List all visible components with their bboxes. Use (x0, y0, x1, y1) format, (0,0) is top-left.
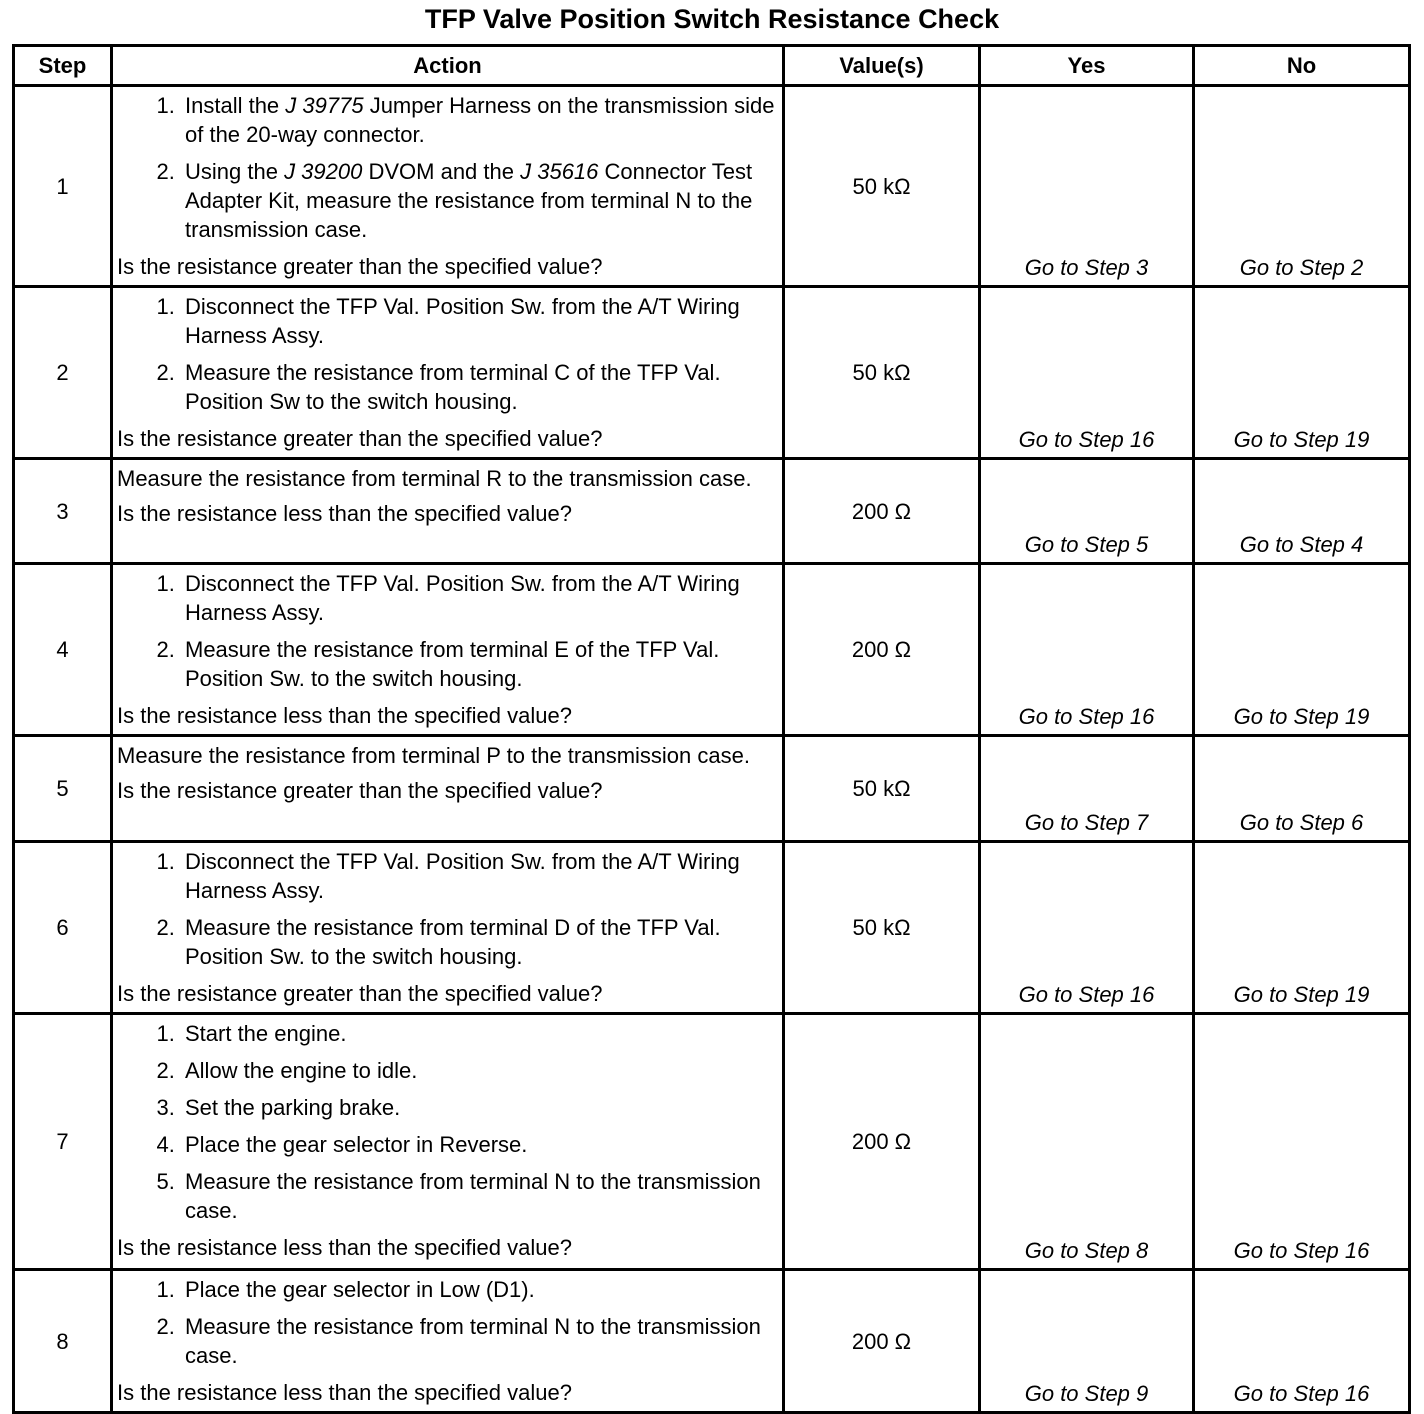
action-item: 1. Install the J 39775 Jumper Harness on the transmission side of the 20-way connector. (181, 91, 778, 149)
table-row-step-5 (14, 736, 1410, 842)
action-item: 5. Measure the resistance from terminal N to the transmission case. (181, 1167, 778, 1225)
action-cell (112, 736, 784, 842)
action-cell (112, 564, 784, 736)
action-cell (112, 1270, 784, 1413)
header-no: No (1194, 46, 1410, 86)
action-cell (112, 1014, 784, 1270)
value-cell: 50 kΩ (784, 86, 980, 287)
header-yes: Yes (980, 46, 1194, 86)
header-values: Value(s) (784, 46, 980, 86)
table-row-step-7 (14, 1014, 1410, 1270)
action-item: 1. Place the gear selector in Low (D1). (181, 1275, 778, 1304)
action-cell (112, 287, 784, 459)
no-link[interactable]: Go to Step 19 (1194, 564, 1410, 736)
yes-link[interactable]: Go to Step 16 (980, 564, 1194, 736)
value-cell: 200 Ω (784, 1014, 980, 1270)
header-step: Step (14, 46, 112, 86)
action-item: 2. Measure the resistance from terminal D of the TFP Val. Position Sw. to the switch housing. (181, 913, 778, 971)
action-item: 1. Disconnect the TFP Val. Position Sw. from the A/T Wiring Harness Assy. (181, 569, 778, 627)
step-number: 6 (14, 842, 112, 1014)
value-cell: 200 Ω (784, 1270, 980, 1413)
tool-number: J 39200 (284, 159, 363, 184)
action-item: 3. Set the parking brake. (181, 1093, 778, 1122)
step-number: 5 (14, 736, 112, 842)
yes-link[interactable]: Go to Step 9 (980, 1270, 1194, 1413)
action-list (117, 1019, 778, 1225)
page-title: TFP Valve Position Switch Resistance Check (424, 4, 1000, 34)
action-cell (112, 86, 784, 287)
table-row-step-4 (14, 564, 1410, 736)
step-number: 4 (14, 564, 112, 736)
step-number: 8 (14, 1270, 112, 1413)
table-row-step-8 (14, 1270, 1410, 1413)
no-link[interactable]: Go to Step 19 (1194, 287, 1410, 459)
value-cell: 50 kΩ (784, 736, 980, 842)
table-row-step-2 (14, 287, 1410, 459)
action-item: 2. Measure the resistance from terminal E of the TFP Val. Position Sw. to the switch housing. (181, 635, 778, 693)
value-cell: 50 kΩ (784, 287, 980, 459)
action-question: Is the resistance less than the specified value? (117, 1235, 572, 1260)
action-item: 2. Using the J 39200 DVOM and the J 35616 Connector Test Adapter Kit, measure the resistance from terminal N to the transmission case. (181, 157, 778, 244)
no-link[interactable]: Go to Step 6 (1194, 736, 1410, 842)
action-question: Is the resistance greater than the specified value? (117, 981, 603, 1006)
action-question: Is the resistance less than the specified value? (117, 1380, 572, 1405)
action-item: 2. Measure the resistance from terminal C of the TFP Val. Position Sw to the switch housing. (181, 358, 778, 416)
action-item: 1. Disconnect the TFP Val. Position Sw. from the A/T Wiring Harness Assy. (181, 847, 778, 905)
step-number: 1 (14, 86, 112, 287)
yes-link[interactable]: Go to Step 16 (980, 842, 1194, 1014)
table-row-step-1 (14, 86, 1410, 287)
no-link[interactable]: Go to Step 16 (1194, 1014, 1410, 1270)
yes-link[interactable]: Go to Step 7 (980, 736, 1194, 842)
action-question: Is the resistance less than the specified value? (117, 501, 572, 526)
action-list (117, 1275, 778, 1370)
tool-number: J 39775 (285, 93, 364, 118)
action-list (117, 569, 778, 693)
action-list (117, 847, 778, 971)
no-link[interactable]: Go to Step 16 (1194, 1270, 1410, 1413)
no-link[interactable]: Go to Step 19 (1194, 842, 1410, 1014)
action-text: Measure the resistance from terminal P to the transmission case. (117, 743, 750, 768)
action-list (117, 91, 778, 244)
header-row (14, 46, 1410, 86)
action-list (117, 292, 778, 416)
table-row-step-3 (14, 459, 1410, 564)
yes-link[interactable]: Go to Step 3 (980, 86, 1194, 287)
action-item: 2. Allow the engine to idle. (181, 1056, 778, 1085)
action-question: Is the resistance greater than the specified value? (117, 778, 603, 803)
action-item: 1. Start the engine. (181, 1019, 778, 1048)
tool-number: J 35616 (520, 159, 599, 184)
action-question: Is the resistance less than the specified value? (117, 703, 572, 728)
yes-link[interactable]: Go to Step 16 (980, 287, 1194, 459)
action-cell (112, 459, 784, 564)
yes-link[interactable]: Go to Step 8 (980, 1014, 1194, 1270)
table-row-step-6 (14, 842, 1410, 1014)
value-cell: 200 Ω (784, 459, 980, 564)
action-item: 4. Place the gear selector in Reverse. (181, 1130, 778, 1159)
action-item: 2. Measure the resistance from terminal N to the transmission case. (181, 1312, 778, 1370)
no-link[interactable]: Go to Step 4 (1194, 459, 1410, 564)
header-action: Action (112, 46, 784, 86)
value-cell: 50 kΩ (784, 842, 980, 1014)
action-question: Is the resistance greater than the specified value? (117, 254, 603, 279)
action-item: 1. Disconnect the TFP Val. Position Sw. from the A/T Wiring Harness Assy. (181, 292, 778, 350)
step-number: 2 (14, 287, 112, 459)
no-link[interactable]: Go to Step 2 (1194, 86, 1410, 287)
yes-link[interactable]: Go to Step 5 (980, 459, 1194, 564)
resistance-check-table (12, 44, 1411, 1414)
step-number: 3 (14, 459, 112, 564)
value-cell: 200 Ω (784, 564, 980, 736)
action-question: Is the resistance greater than the specified value? (117, 426, 603, 451)
action-text: Measure the resistance from terminal R to the transmission case. (117, 466, 752, 491)
step-number: 7 (14, 1014, 112, 1270)
action-cell (112, 842, 784, 1014)
